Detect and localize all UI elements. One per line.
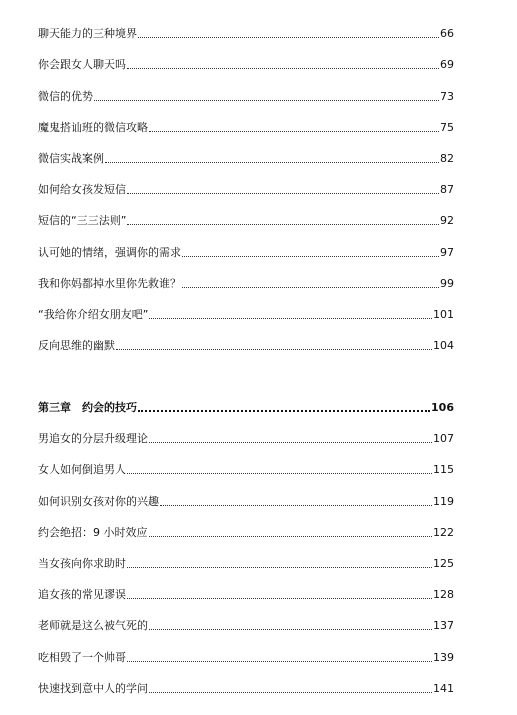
toc-entry-title: 微信实战案例 [38, 151, 104, 165]
dot-leader [127, 661, 432, 662]
toc-chapter-heading[interactable] [38, 384, 454, 415]
dot-leader [105, 162, 439, 163]
table-of-contents [38, 10, 454, 696]
dot-leader [149, 318, 432, 319]
section-gap [38, 353, 454, 384]
toc-page-number: 66 [440, 27, 454, 41]
toc-entry-title: 如何识别女孩对你的兴趣 [38, 494, 159, 508]
toc-entry-title: 我和你妈都掉水里你先救谁？ [38, 276, 181, 290]
dot-leader [182, 256, 439, 257]
toc-page-number: 141 [433, 681, 454, 695]
toc-entry[interactable] [38, 135, 454, 166]
toc-page-number: 69 [440, 58, 454, 72]
toc-entry[interactable] [38, 602, 454, 633]
toc-entry[interactable] [38, 540, 454, 571]
toc-page-number: 73 [440, 89, 454, 103]
toc-entry-title: 你会跟女人聊天吗 [38, 58, 126, 72]
toc-page-number: 119 [433, 494, 454, 508]
toc-entry-title: 吃相毁了一个帅哥 [38, 650, 126, 664]
toc-entry-title: 女人如何倒追男人 [38, 463, 126, 477]
toc-page-number: 115 [433, 463, 454, 477]
toc-entry[interactable] [38, 509, 454, 540]
toc-entry-title: 老师就是这么被气死的 [38, 619, 148, 633]
toc-entry-title: 魔鬼搭讪班的微信攻略 [38, 120, 148, 134]
toc-page-number: 128 [433, 588, 454, 602]
toc-entry[interactable] [38, 104, 454, 135]
toc-page-number: 92 [440, 214, 454, 228]
toc-page-number: 125 [433, 556, 454, 570]
toc-entry[interactable] [38, 477, 454, 508]
toc-entry[interactable] [38, 633, 454, 664]
dot-leader [149, 536, 433, 537]
toc-entry-title: 当女孩向你求助时 [38, 556, 126, 570]
dot-leader [138, 410, 430, 412]
toc-page-number: 139 [433, 650, 454, 664]
toc-page-number: 107 [433, 432, 454, 446]
toc-entry[interactable] [38, 571, 454, 602]
toc-entry-title: “我给你介绍女朋友吧” [38, 307, 149, 321]
toc-page-number: 82 [440, 151, 454, 165]
dot-leader [149, 442, 432, 443]
toc-page-number: 97 [440, 245, 454, 259]
toc-section-a [38, 10, 454, 353]
dot-leader [182, 287, 439, 288]
dot-leader [127, 193, 439, 194]
toc-page-number: 87 [440, 183, 454, 197]
toc-entry-title: 第三章 约会的技巧 [38, 401, 137, 415]
toc-entry[interactable] [38, 41, 454, 72]
toc-entry[interactable] [38, 291, 454, 322]
toc-page-number: 104 [433, 339, 454, 353]
toc-entry[interactable] [38, 228, 454, 259]
toc-section-b [38, 415, 454, 696]
toc-entry[interactable] [38, 166, 454, 197]
toc-entry-title: 反向思维的幽默 [38, 339, 115, 353]
dot-leader [94, 100, 439, 101]
toc-entry[interactable] [38, 415, 454, 446]
toc-entry[interactable] [38, 197, 454, 228]
dot-leader [116, 349, 432, 350]
toc-page-number: 99 [440, 276, 454, 290]
dot-leader [127, 224, 439, 225]
dot-leader [149, 629, 432, 630]
toc-entry[interactable] [38, 322, 454, 353]
toc-page-number: 122 [433, 525, 454, 539]
toc-entry-title: 如何给女孩发短信 [38, 183, 126, 197]
toc-page-number: 101 [433, 307, 454, 321]
toc-entry[interactable] [38, 260, 454, 291]
dot-leader [149, 692, 432, 693]
toc-entry-title: 快速找到意中人的学问 [38, 681, 148, 695]
toc-page-number: 106 [431, 401, 454, 415]
toc-entry-title: 微信的优势 [38, 89, 93, 103]
toc-entry[interactable] [38, 72, 454, 103]
dot-leader [127, 598, 432, 599]
toc-page-number: 137 [433, 619, 454, 633]
dot-leader [138, 37, 439, 38]
dot-leader [160, 505, 432, 506]
dot-leader [149, 131, 439, 132]
toc-entry-title: 短信的“三三法则” [38, 214, 127, 228]
dot-leader [127, 68, 439, 69]
dot-leader [127, 567, 432, 568]
toc-entry[interactable] [38, 10, 454, 41]
toc-entry-title: 追女孩的常见谬误 [38, 588, 126, 602]
dot-leader [127, 473, 432, 474]
toc-entry-title: 认可她的情绪，强调你的需求 [38, 245, 181, 259]
toc-entry[interactable] [38, 665, 454, 696]
toc-entry[interactable] [38, 446, 454, 477]
toc-page-number: 75 [440, 120, 454, 134]
toc-entry-title: 聊天能力的三种境界 [38, 27, 137, 41]
toc-entry-title: 男追女的分层升级理论 [38, 432, 148, 446]
toc-entry-title: 约会绝招：9 小时效应 [38, 525, 148, 539]
